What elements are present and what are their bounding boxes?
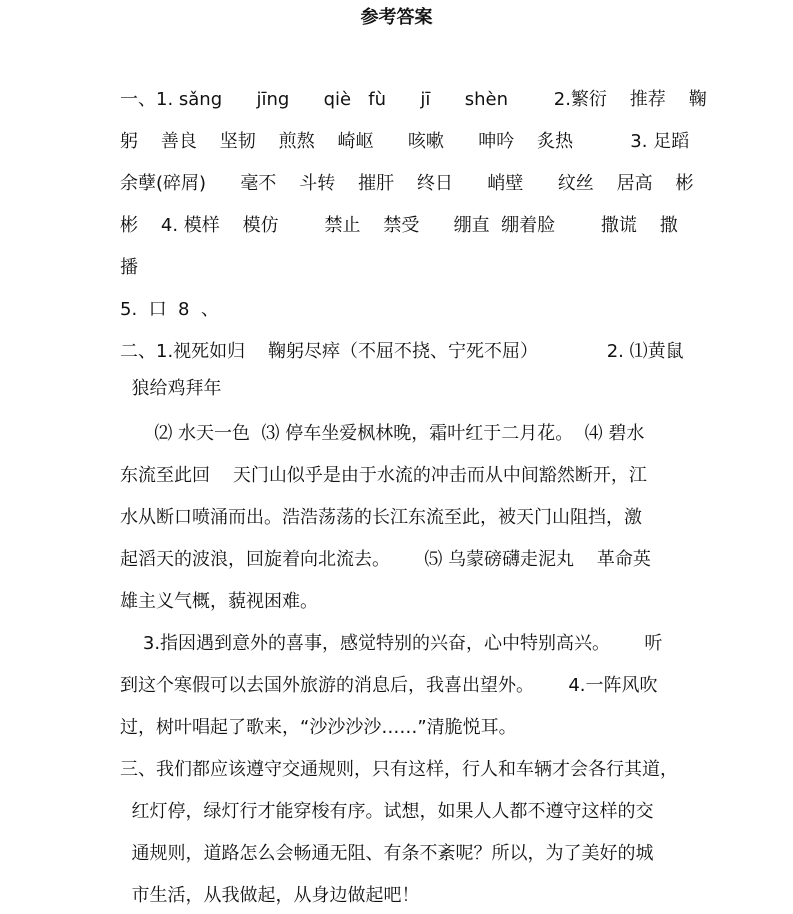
answer-line: 水从断口喷涌而出。浩浩荡荡的长江东流至此，被天门山阻挡，激 (120, 507, 642, 528)
answer-line: 3.指因遇到意外的喜事，感觉特别的兴奋，心中特别高兴。 听 (120, 633, 663, 654)
page-title: 参考答案 (360, 7, 433, 28)
answer-line: 起滔天的波浪，回旋着向北流去。 ⑸ 乌蒙磅礴走泥丸 革命英 (120, 549, 651, 570)
answer-line: 过，树叶唱起了歌来，“沙沙沙沙……”清脆悦耳。 (120, 717, 517, 738)
answer-line: 三、我们都应该遵守交通规则，只有这样，行人和车辆才会各行其道， (120, 759, 678, 780)
answer-line: 彬 4. 模样 模仿 禁止 禁受 绷直 绷着脸 撒谎 撒 (120, 215, 678, 236)
answer-line: 雄主义气概，藐视困难。 (120, 591, 318, 612)
answer-line: 播 (120, 257, 138, 278)
answer-line: 市生活，从我做起，从身边做起吧！ (120, 885, 420, 906)
answer-line: 躬 善良 坚韧 煎熬 崎岖 咳嗽 呻吟 炙热 3. 足蹈 (120, 131, 690, 152)
answer-line: 到这个寒假可以去国外旅游的消息后，我喜出望外。 4.一阵风吹 (120, 675, 658, 696)
answer-line: 二、1.视死如归 鞠躬尽瘁（不屈不挠、宁死不屈） 2. ⑴黄鼠 (120, 341, 684, 362)
answer-line: 5. 口 8 、 (120, 299, 219, 320)
answer-line: 狼给鸡拜年 (120, 378, 222, 399)
answer-line: 东流至此回 天门山似乎是由于水流的冲击而从中间豁然断开，江 (120, 465, 647, 486)
answer-line: ⑵ 水天一色 ⑶ 停车坐爱枫林晚，霜叶红于二月花。 ⑷ 碧水 (120, 423, 645, 444)
answer-line: 红灯停，绿灯行才能穿梭有序。试想，如果人人都不遵守这样的交 (120, 801, 654, 822)
answer-line: 一、1. sǎng jīng qiè fù jī shèn 2.繁衍 推荐 鞠 (120, 89, 707, 110)
answer-line: 通规则，道路怎么会畅通无阻、有条不紊呢？所以，为了美好的城 (120, 843, 654, 864)
answer-line: 余孽(碎屑) 毫不 斗转 摧肝 终日 峭壁 纹丝 居高 彬 (120, 173, 694, 194)
